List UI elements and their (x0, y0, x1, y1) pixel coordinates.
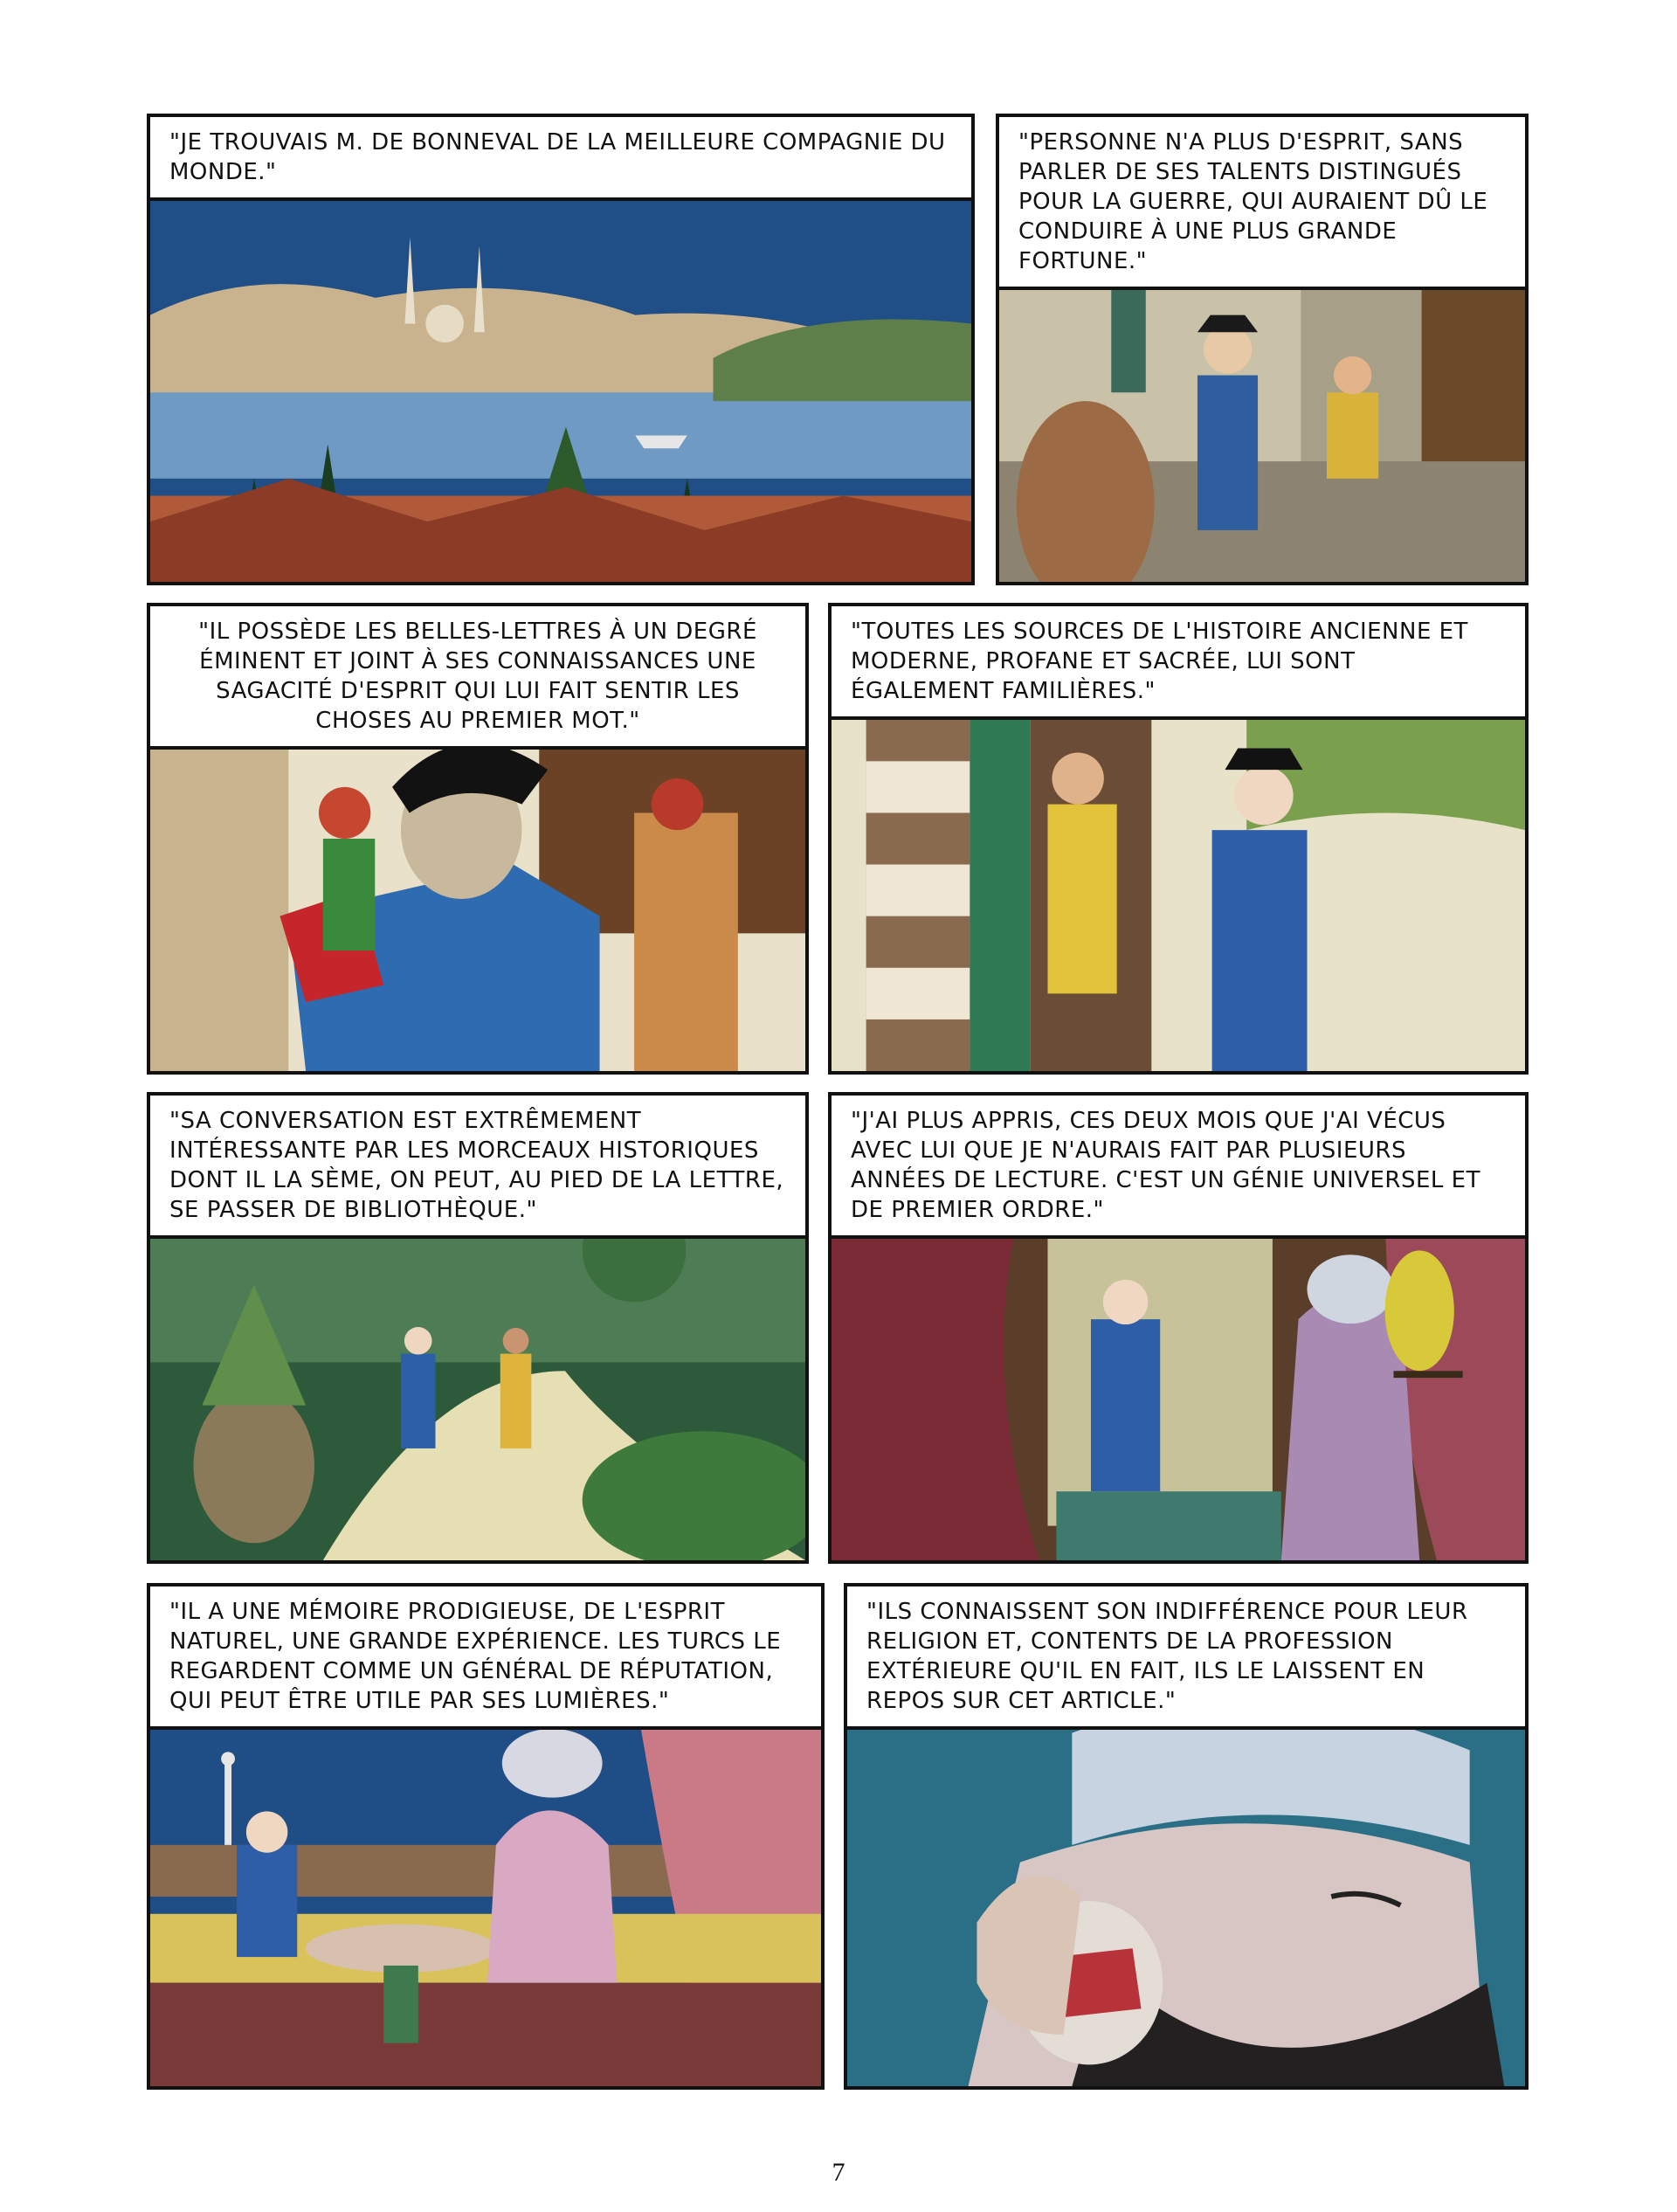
panel-4 (828, 603, 1529, 1075)
panel-7 (147, 1583, 825, 2090)
caption-4: "TOUTES LES SOURCES DE L'HISTOIRE ANCIENNE ET MODERNE, PROFANE ET SACRÉE, LUI SONT ÉGALEMENT FAMILIÈRES." (832, 606, 1525, 720)
page-number: 7 (832, 2158, 845, 2187)
caption-6: "J'AI PLUS APPRIS, CES DEUX MOIS QUE J'AI VÉCUS AVEC LUI QUE JE N'AURAIS FAIT PAR PLUSIEURS ANNÉES DE LECTURE. C'EST UN GÉNIE UNIVERSEL ET DE PREMIER ORDRE." (832, 1096, 1525, 1239)
panel-1 (147, 114, 975, 585)
caption-8: "ILS CONNAISSENT SON INDIFFÉRENCE POUR LEUR RELIGION ET, CONTENTS DE LA PROFESSION EXTÉRIEURE QU'IL EN FAIT, ILS LE LAISSENT EN REPOS SUR CET ARTICLE." (847, 1586, 1525, 1730)
caption-5: "SA CONVERSATION EST EXTRÊMEMENT INTÉRESSANTE PAR LES MORCEAUX HISTORIQUES DONT IL LA SÈME, ON PEUT, AU PIED DE LA LETTRE, SE PASSER DE BIBLIOTHÈQUE." (150, 1096, 805, 1239)
caption-7: "IL A UNE MÉMOIRE PRODIGIEUSE, DE L'ESPRIT NATUREL, UNE GRANDE EXPÉRIENCE. LES TURCS LE REGARDENT COMME UN GÉNÉRAL DE RÉPUTATION, QUI PEUT ÊTRE UTILE PAR SES LUMIÈRES." (150, 1586, 821, 1730)
panel-2 (996, 114, 1529, 585)
caption-2: "PERSONNE N'A PLUS D'ESPRIT, SANS PARLER DE SES TALENTS DISTINGUÉS POUR LA GUERRE, QUI AURAIENT DÛ LE CONDUIRE À UNE PLUS GRANDE FORTUNE." (999, 117, 1525, 290)
caption-3: "IL POSSÈDE LES BELLES-LETTRES À UN DEGRÉ ÉMINENT ET JOINT À SES CONNAISSANCES UNE SAGACITÉ D'ESPRIT QUI LUI FAIT SENTIR LES CHOSES AU PREMIER MOT." (150, 606, 805, 750)
panel-3 (147, 603, 809, 1075)
panel-8 (844, 1583, 1529, 2090)
panel-6 (828, 1092, 1529, 1564)
panel-5 (147, 1092, 809, 1564)
caption-1: "JE TROUVAIS M. DE BONNEVAL DE LA MEILLEURE COMPAGNIE DU MONDE." (150, 117, 971, 201)
